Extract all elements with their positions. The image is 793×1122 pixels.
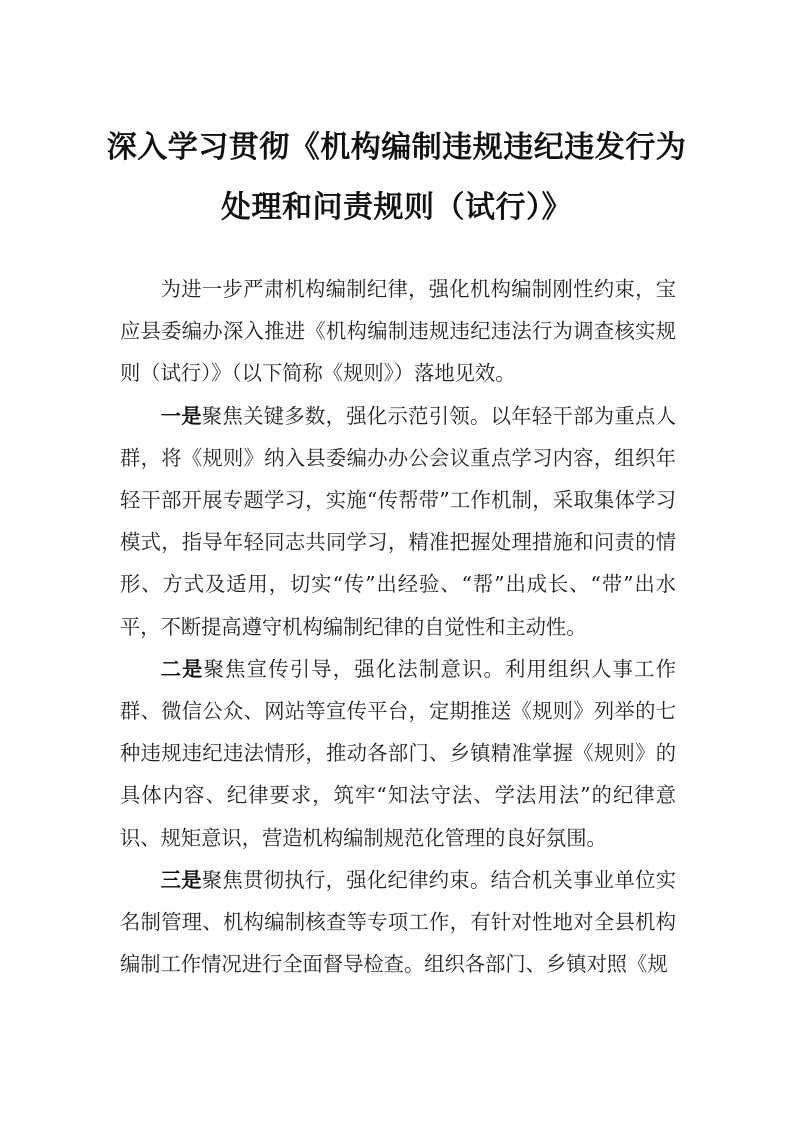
title-line-1: 深入学习贯彻《机构编制违规违纪违发行为 [106, 130, 687, 165]
document-title [100, 118, 693, 238]
section-text-2: 聚焦宣传引导，强化法制意识。利用组织人事工作群、微信公众、网站等宣传平台，定期推送《规则》列举的七种违规违纪违法情形，推动各部门、乡镇精准掌握《规则》的具体内容、纪律要求，筑牢“知法守法、学法用法”的纪律意识、规矩意识，营造机构编制规范化管理的良好氛围。 [120, 656, 676, 850]
section-paragraph-2 [120, 648, 676, 859]
section-text-1: 聚焦关键多数，强化示范引领。以年轻干部为重点人群，将《规则》纳入县委编办办公会议重点学习内容，组织年轻干部开展专题学习，实施“传帮带”工作机制，采取集体学习模式，指导年轻同志共同学习，精准把握处理措施和问责的情形、方式及适用，切实“传”出经验、“帮”出成长、“带”出水平，不断提高遵守机构编制纪律的自觉性和主动性。 [120, 403, 676, 639]
title-line-2: 处理和问责规则（试行）》 [221, 190, 572, 225]
section-text-3: 聚焦贯彻执行，强化纪律约束。结合机关事业单位实名制管理、机构编制核查等专项工作，有针对性地对全县机构编制工作情况进行全面督导检查。组织各部门、乡镇对照《规 [120, 867, 676, 977]
intro-paragraph: 为进一步严肃机构编制纪律，强化机构编制刚性约束，宝应县委编办深入推进《机构编制违规违纪违法行为调查核实规则（试行）》（以下简称《规则》）落地见效。 [120, 277, 676, 386]
section-lead-2: 二是 [160, 656, 204, 681]
document-body [120, 268, 676, 985]
section-paragraph-1 [120, 395, 676, 648]
section-paragraph-3 [120, 859, 676, 986]
section-lead-1: 一是 [160, 403, 202, 428]
section-lead-3: 三是 [160, 867, 202, 892]
